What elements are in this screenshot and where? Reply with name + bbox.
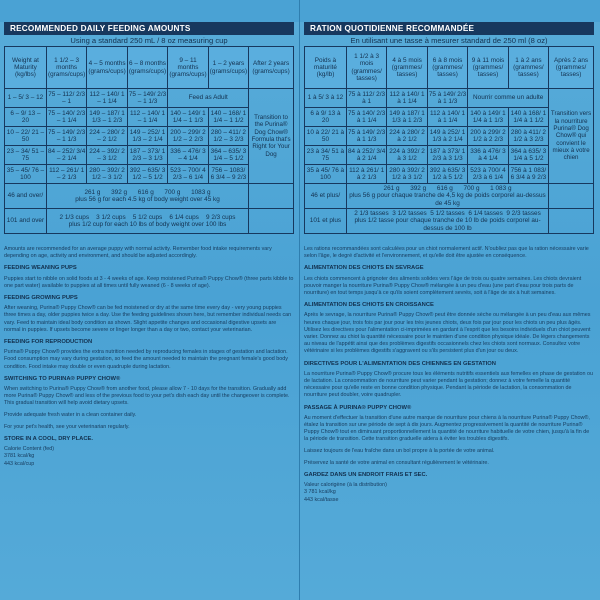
table-cell: 75 – 149/ 2/3 – 1 1/3 [46, 127, 86, 146]
value: 3 1/2 cups [96, 213, 126, 221]
table-cell: 187 – 373/ 1 2/3 – 3 1/3 [127, 146, 167, 165]
feeding-header-fr: RATION QUOTIDIENNE RECOMMANDÉE [304, 22, 594, 35]
top-strip [0, 0, 600, 22]
table-cell: 112 – 261/ 1 – 2 1/3 [46, 165, 86, 184]
value: 6 1/4 cups [169, 213, 199, 221]
plus-imperial-note: plus 1/2 cup for each 10 lbs of body weight over 100 lbs [68, 221, 227, 228]
value: 700 g [463, 185, 480, 193]
metric-values [348, 185, 547, 192]
section-body: Purina® Puppy Chow® provides the extra nutrition needed by reproducing females in stages of gestation and lactation. Food consumption may vary during gestation, so feed the amount needed to maintain the pregnant female's good body condition. Food intake may double or even quadruple during lactation. [4, 349, 288, 370]
metric-values [48, 189, 247, 196]
table-cell: 187 à 373/ 1 2/3 à 3 1/3 [427, 146, 467, 165]
table-cell: 1 – 5/ 3 – 12 [5, 89, 47, 108]
value: 261 g [383, 185, 400, 193]
table-cell: 101 et plus [305, 209, 347, 234]
table-cell: Feed as Adult [168, 89, 249, 108]
section-body: La nourriture Purina® Puppy Chow® procure tous les éléments nutritifs essentiels aux femelles en phase de gestation ou de lactation. La consommation de nourriture peut varier pendant la gestation; donnez à votre femelle la quantité nécessaire pour qu'elle reste en bonne condition physique. Pendant la période de lactation, la consommation de nourriture peut doubler, voire quadrupler. [304, 370, 594, 399]
header-cell: After 2 years (grams/cups) [249, 47, 294, 89]
plus-metric-note: plus 56 g for each 4.5 kg of body weight over 45 kg [75, 196, 220, 203]
header-cell: 1 1/2 – 3 months (grams/cups) [46, 47, 86, 89]
table-cell: 224 à 280/ 2 à 2 1/2 [387, 127, 427, 146]
measuring-cup-note: Using a standard 250 mL / 8 oz measuring cup [70, 36, 228, 45]
section-body: Au moment d'effectuer la transition d'une autre marque de nourriture pour chiens à la nourriture Purina® Puppy Chow®, étalez la transition sur une période de sept à dix jours. Augmentez progressivement la quantité de nourriture Purina® Puppy Chow® tout en diminuant proportionnellement la quantité de nourriture habituelle de votre chien, jusqu'à la fin de la période de transition. Cette transition graduelle aidera à éviter les troubles digestifs. [304, 414, 590, 443]
transition-note-fr: Transition vers la nourriture Purina® Dog Chow® qui convient le mieux à votre chien [549, 89, 594, 184]
value: 261 g [84, 188, 101, 196]
section-title: PASSAGE À PURINA® PUPPY CHOW® [304, 404, 412, 411]
water-note: Laissez toujours de l'eau fraîche dans un bol propre à la portée de votre animal. [304, 448, 495, 455]
intro-text: Les rations recommandées sont calculées pour un chiot normalement actif. N'oubliez pas que la ration nécessaire varie selon l'âge, le degré d'activité et l'environnement, et qu'elle doit être ajustée en conséquence. [304, 246, 589, 260]
transition-note: Transition to the Purina® Dog Chow® Formula that's Right for Your Dog [249, 89, 294, 184]
section-body: When switching to Purina® Puppy Chow® from another food, please allow 7 - 10 days for the transition. Gradually add more Purina® Puppy Chow® and less of the previous food to your pet's dish each day until the changeover is complete. This gradual transition will help avoid dietary upsets. [4, 386, 290, 407]
table-cell: 140 – 168/ 1 1/4 – 1 1/2 [208, 108, 248, 127]
measuring-cup-note-fr: En utilisant une tasse à mesurer standard de 250 ml (8 oz) [350, 36, 548, 45]
value: 616 g [436, 185, 453, 193]
health-note: For your pet's health, see your veterinarian regularly. [4, 423, 130, 430]
water-note: Provide adequate fresh water in a clean container daily. [4, 412, 137, 419]
header-cell: Weight at Maturity (kg/lbs) [5, 47, 47, 89]
value: 3 1/2 tasses [392, 210, 427, 218]
table-cell: 392 à 635/ 3 1/2 à 5 1/2 [427, 165, 467, 184]
section-title: SWITCHING TO PURINA® PUPPY CHOW® [4, 375, 121, 382]
header-cell: 9 – 11 months (grams/cups) [168, 47, 208, 89]
section-title: ALIMENTATION DES CHIOTS EN CROISSANCE [304, 302, 434, 309]
health-note: Préservez la santé de votre animal en consultant régulièrement le vétérinaire. [304, 459, 489, 466]
table-cell: 523 à 700/ 4 2/3 à 6 1/4 [468, 165, 508, 184]
calorie-cup: 443 kcal/tasse [304, 496, 339, 503]
storage-note: STORE IN A COOL, DRY PLACE. [4, 436, 94, 443]
storage-note: GARDEZ DANS UN ENDROIT FRAIS ET SEC. [304, 472, 428, 479]
header-cell: 9 à 11 mois (grammes/ tasses) [468, 47, 508, 89]
section-body: After weaning, Purina® Puppy Chow® can be fed moistened or dry at the same time every day - very young puppies three times a day, older puppies twice a day. Use the feeding guidelines shown here, but remember individual needs can vary. Feed to maintain ideal body condition as shown. Slight appetite changes and occasional digestive upsets are normal in puppies. If upsets become severe or linger longer than a day or two, contact your veterinarian. [4, 305, 292, 333]
calorie-kg: 3 781 kcal/kg [304, 489, 336, 496]
table-cell: 200 – 299/ 2 1/2 – 2 2/3 [168, 127, 208, 146]
plus-metric-note-fr: plus 56 g pour chaque tranche de 4,5 kg de poids corporel au-dessus de 45 kg [349, 192, 546, 207]
calorie-cup: 443 kcal/cup [4, 460, 35, 467]
value: 5 1/2 cups [132, 213, 163, 221]
column-divider [299, 0, 300, 600]
value: 1 083 g [490, 185, 512, 193]
table-cell-metric [46, 184, 248, 209]
header-cell: 6 – 8 months (grams/cups) [127, 47, 167, 89]
table-cell: 149 à 252/ 1 1/3 à 2 1/4 [427, 127, 467, 146]
table-cell: 75 à 149/ 2/3 à 1 1/3 [427, 89, 467, 108]
value: 616 g [137, 188, 154, 196]
section-body: Après le sevrage, la nourriture Purina® Puppy Chow® peut être donnée sèche ou mélangée à un peu d'eau aux mêmes heures chaque jour, trois fois par jour pour les très jeunes chiots, deux fois par jour pour les chiots un peu plus âgés. Utilisez les directives pour l'alimentation ci-imprimées en gardant à l'esprit que les besoins individuels d'un chiot peuvent varier. Donnez au chiot la quantité nécessaire pour le maintien d'une condition physique idéale. De légers changements au niveau de l'appétit ainsi que des problèmes digestifs occasionnels chez les chiots sont normaux. Consultez votre vétérinaire si les problèmes digestifs s'aggravent ou s'ils persistent plus d'un jour ou deux. [304, 312, 591, 355]
table-cell: 35 à 45/ 76 à 100 [305, 165, 347, 184]
value: 9 2/3 cups [205, 213, 236, 221]
table-cell: 224 à 392/ 2 à 3 1/2 [387, 146, 427, 165]
table-cell: 112 à 140/ 1 à 1 1/4 [427, 108, 467, 127]
table-row [305, 89, 594, 108]
table-cell: 280 à 392/ 2 1/2 à 3 1/2 [387, 165, 427, 184]
table-cell: 10 à 22/ 21 à 50 [305, 127, 347, 146]
table-cell: 392 – 635/ 3 1/2 – 5 1/2 [127, 165, 167, 184]
table-row [5, 209, 294, 234]
table-cell: 23 – 34/ 51 – 75 [5, 146, 47, 165]
header-cell: 1 – 2 years (grams/cups) [208, 47, 248, 89]
calorie-title: Calorie Content (fed) [4, 446, 55, 453]
table-cell: 140 – 149/ 1 1/4 – 1 1/3 [168, 108, 208, 127]
table-cell-metric [346, 184, 548, 209]
table-cell: 112 à 140/ 1 à 1 1/4 [387, 89, 427, 108]
table-header-row [5, 47, 294, 89]
table-cell: 140 à 168/ 1 1/4 à 1 1/2 [508, 108, 548, 127]
table-cell: 46 and over/ [5, 184, 47, 209]
table-cell-empty [549, 209, 594, 234]
calorie-kg: 3781 kcal/kg [4, 453, 35, 460]
section-body: Puppies start to nibble on solid foods at 3 - 4 weeks of age. Keep moistened Purina® Puppy Chow® (three parts kibble to one part water) available to puppies at all times until fully weaned (6 - 8 weeks of age). [4, 275, 294, 289]
table-header-row [305, 47, 594, 89]
table-cell: 75 – 112/ 2/3 – 1 [46, 89, 86, 108]
table-row [305, 184, 594, 209]
table-cell: 149 – 252/ 1 1/3 – 2 1/4 [127, 127, 167, 146]
table-cell: 336 à 476/ 3 à 4 1/4 [468, 146, 508, 165]
calorie-title: Valeur calorigène (à la distribution) [304, 482, 387, 489]
table-cell: 112 – 140/ 1 – 1 1/4 [127, 108, 167, 127]
table-cell: 756 – 1083/ 6 3/4 – 9 2/3 [208, 165, 248, 184]
table-cell: 84 – 252/ 3/4 – 2 1/4 [46, 146, 86, 165]
value: 700 g [164, 188, 181, 196]
section-title: FEEDING GROWING PUPS [4, 295, 78, 302]
table-cell: 523 – 700/ 4 2/3 – 6 1/4 [168, 165, 208, 184]
imperial-values [48, 214, 247, 221]
value: 6 1/4 tasses [468, 210, 503, 218]
table-cell: 10 – 22/ 21 – 50 [5, 127, 47, 146]
value: 2 1/3 tasses [354, 210, 389, 218]
value: 9 2/3 tasses [506, 210, 541, 218]
value: 1083 g [191, 188, 211, 196]
table-cell: 75 à 112/ 2/3 à 1 [346, 89, 386, 108]
header-cell: 1 à 2 ans (grammes/ tasses) [508, 47, 548, 89]
table-cell: 101 and over [5, 209, 47, 234]
table-cell: 75 – 149/ 2/3 – 1 1/3 [127, 89, 167, 108]
table-cell: 336 – 476/ 3 – 4 1/4 [168, 146, 208, 165]
table-cell: 140 à 149/ 1 1/4 à 1 1/3 [468, 108, 508, 127]
header-cell: Après 2 ans (grammes/ tasses) [549, 47, 594, 89]
table-cell: 280 – 392/ 2 1/2 – 3 1/2 [87, 165, 127, 184]
header-cell: 4 – 5 months (grams/cups) [87, 47, 127, 89]
table-cell: 6 – 9/ 13 – 20 [5, 108, 47, 127]
table-cell: Nourrir comme un adulte [468, 89, 549, 108]
table-row [305, 209, 594, 234]
value: 5 1/2 tasses [430, 210, 465, 218]
value: 2 1/3 cups [59, 213, 90, 221]
table-cell: 280 à 411/ 2 1/2 à 3 2/3 [508, 127, 548, 146]
table-cell-imperial [46, 209, 248, 234]
feeding-header: RECOMMENDED DAILY FEEDING AMOUNTS [4, 22, 294, 35]
table-cell: 280 – 411/ 2 1/2 – 3 2/3 [208, 127, 248, 146]
table-cell-empty [249, 209, 294, 234]
table-cell: 75 – 140/ 2/3 – 1 1/4 [46, 108, 86, 127]
value: 392 g [111, 188, 128, 196]
table-cell: 6 à 9/ 13 à 20 [305, 108, 347, 127]
feeding-instructions-fr [304, 246, 594, 504]
imperial-values [348, 210, 547, 217]
plus-imperial-note-fr: plus 1/2 tasse pour chaque tranche de 10 lb de poids corporel au-dessus de 100 lb [354, 217, 541, 232]
section-title: DIRECTIVES POUR L'ALIMENTATION DES CHIENNES EN GESTATION [304, 360, 496, 367]
section-title: FEEDING FOR REPRODUCTION [4, 339, 93, 346]
table-row [5, 184, 294, 209]
header-cell: 4 à 5 mois (grammes/ tasses) [387, 47, 427, 89]
table-cell: 84 à 252/ 3/4 à 2 1/4 [346, 146, 386, 165]
feeding-table-fr [304, 46, 594, 234]
table-cell: 200 à 299/ 2 1/2 à 2 2/3 [468, 127, 508, 146]
section-title: FEEDING WEANING PUPS [4, 265, 77, 272]
table-cell: 149 à 187/ 1 1/3 à 1 2/3 [387, 108, 427, 127]
table-cell-imperial [346, 209, 548, 234]
feeding-instructions [4, 246, 294, 468]
section-body: Les chiots commencent à grignoter des aliments solides vers l'âge de trois ou quatre semaines. Les chiots devraient pouvoir manger la nourriture Purina® Puppy Chow® mélangée à un peu d'eau (une part d'eau pour trois parts de nourriture) en tout temps jusqu'à ce qu'ils soient complètement sevrés, soit à l'âge de six à huit semaines. [304, 275, 582, 297]
feeding-table [4, 46, 294, 234]
table-cell: 364 à 635/ 3 1/4 à 5 1/2 [508, 146, 548, 165]
header-cell: Poids à maturité (kg/lb) [305, 47, 347, 89]
table-cell: 35 – 45/ 76 – 100 [5, 165, 47, 184]
intro-text: Amounts are recommended for an average puppy with normal activity. Remember food intake requirements vary depending on age, activity and environment, and should be adjusted accordingly. [4, 246, 272, 260]
table-cell: 46 et plus/ [305, 184, 347, 209]
header-cell: 6 à 8 mois (grammes/ tasses) [427, 47, 467, 89]
table-cell-empty [249, 184, 294, 209]
table-cell: 224 – 280/ 2 – 2 1/2 [87, 127, 127, 146]
table-cell: 112 à 261/ 1 à 2 1/3 [346, 165, 386, 184]
value: 392 g [410, 185, 427, 193]
table-cell: 756 à 1 083/ 6 3/4 à 9 2/3 [508, 165, 548, 184]
table-cell: 75 à 140/ 2/3 à 1 1/4 [346, 108, 386, 127]
table-cell-empty [549, 184, 594, 209]
table-cell: 112 – 140/ 1 – 1 1/4 [87, 89, 127, 108]
english-column [4, 22, 294, 468]
table-cell: 364 – 635/ 3 1/4 – 5 1/2 [208, 146, 248, 165]
table-cell: 1 à 5/ 3 à 12 [305, 89, 347, 108]
french-column [304, 22, 594, 504]
table-row [5, 89, 294, 108]
table-cell: 23 à 34/ 51 à 75 [305, 146, 347, 165]
table-cell: 75 à 149/ 2/3 à 1 1/3 [346, 127, 386, 146]
section-title: ALIMENTATION DES CHIOTS EN SEVRAGE [304, 265, 424, 272]
header-cell: 1 1/2 à 3 mois (grammes/ tasses) [346, 47, 386, 89]
table-cell: 149 – 187/ 1 1/3 – 1 2/3 [87, 108, 127, 127]
table-cell: 224 – 392/ 2 – 3 1/2 [87, 146, 127, 165]
